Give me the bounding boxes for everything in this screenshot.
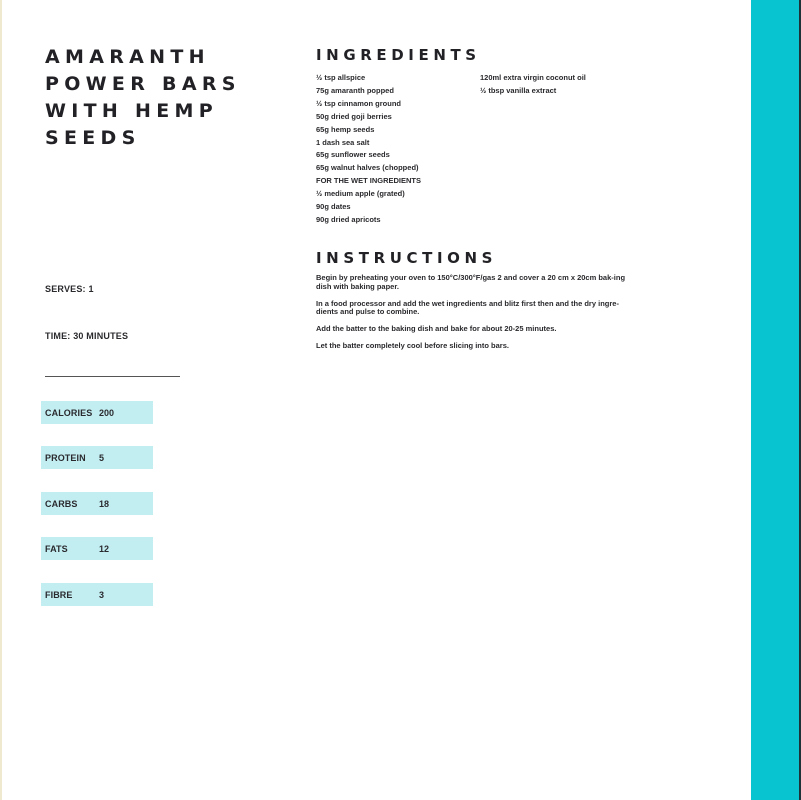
ingredient-item: 65g hemp seeds <box>316 124 375 134</box>
nutrition-value: 3 <box>99 590 105 600</box>
nutrition-value: 12 <box>99 544 110 554</box>
nutrition-label: FIBRE <box>45 590 73 600</box>
instructions-heading: INSTRUCTIONS <box>316 249 498 267</box>
nutrition-row-fibre <box>41 583 153 606</box>
serves-info: SERVES: 1 <box>45 284 94 294</box>
ingredient-item: 90g dried apricots <box>316 214 381 224</box>
time-info: TIME: 30 MINUTES <box>45 331 129 341</box>
nutrition-label: PROTEIN <box>45 453 86 463</box>
recipe-title <box>45 44 285 152</box>
instruction-step: In a food processor and add the wet ingredients and blitz first then and the dry ingre-dients and pulse to combine. <box>316 298 619 317</box>
recipe-title-line: AMARANTH <box>45 46 210 68</box>
ingredients-list-column-2 <box>480 72 586 98</box>
instruction-step: Begin by preheating your oven to 150°C/300°F/gas 2 and cover a 20 cm x 20cm bak-ing dish with baking paper. <box>316 273 626 291</box>
nutrition-value: 18 <box>99 499 110 509</box>
ingredient-item: ½ tsp cinnamon ground <box>316 98 402 108</box>
ingredients-list-column-1 <box>316 72 421 227</box>
ingredient-item: 50g dried goji berries <box>316 111 392 121</box>
nutrition-value: 200 <box>99 408 115 418</box>
ingredient-item: 65g walnut halves (chopped) <box>316 163 419 173</box>
recipe-title-line: SEEDS <box>45 127 141 149</box>
ingredient-item: ½ tbsp vanilla extract <box>480 85 557 95</box>
instructions-list <box>316 274 638 359</box>
ingredient-item: 90g dates <box>316 202 351 212</box>
nutrition-label: CALORIES <box>45 408 93 418</box>
ingredient-item: ½ tsp allspice <box>316 73 366 82</box>
recipe-title-line: POWER BARS <box>45 73 241 95</box>
divider-line <box>45 376 180 377</box>
nutrition-row-carbs <box>41 492 153 515</box>
ingredient-subheading: FOR THE WET INGREDIENTS <box>316 176 421 186</box>
nutrition-value: 5 <box>99 453 105 463</box>
nutrition-row-calories <box>41 401 153 424</box>
ingredient-item: 1 dash sea salt <box>316 137 370 147</box>
nutrition-label: CARBS <box>45 499 78 509</box>
ingredient-item: 75g amaranth popped <box>316 85 394 95</box>
recipe-title-line: WITH HEMP <box>45 100 218 122</box>
instruction-step: Let the batter completely cool before slicing into bars. <box>316 341 509 351</box>
accent-side-bar <box>751 0 799 800</box>
ingredient-item: 120ml extra virgin coconut oil <box>480 73 586 82</box>
nutrition-row-fats <box>41 537 153 560</box>
instruction-step: Add the batter to the baking dish and bake for about 20-25 minutes. <box>316 324 557 334</box>
page-left-edge <box>0 0 2 800</box>
nutrition-row-protein <box>41 446 153 469</box>
ingredients-heading: INGREDIENTS <box>316 46 481 64</box>
ingredient-item: ½ medium apple (grated) <box>316 189 405 199</box>
nutrition-label: FATS <box>45 544 68 554</box>
ingredient-item: 65g sunflower seeds <box>316 150 390 160</box>
